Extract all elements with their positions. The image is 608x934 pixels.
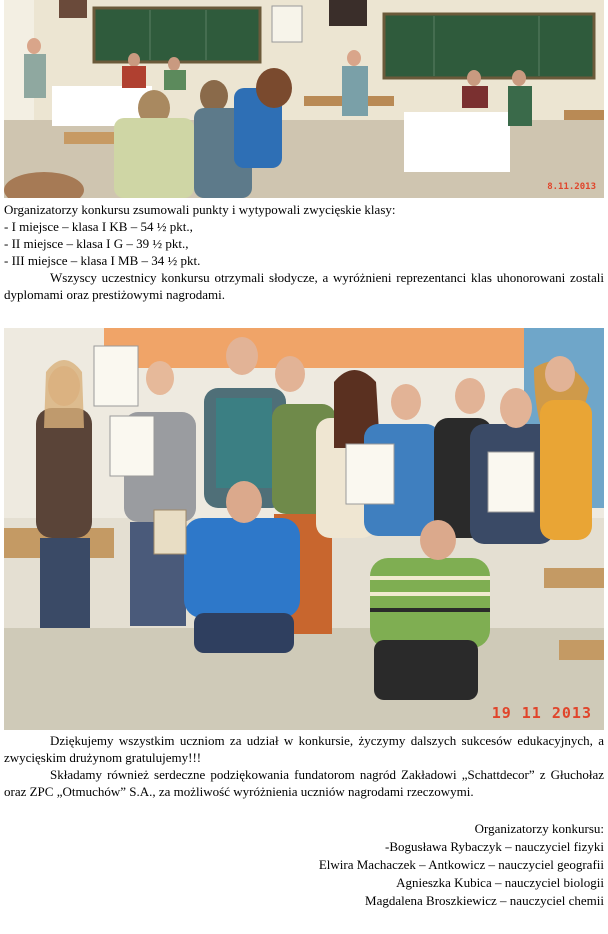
- first-place: - I miejsce – klasa I KB – 54 ½ pkt.,: [4, 219, 193, 234]
- organizers-heading: Organizatorzy konkursu:: [474, 821, 604, 836]
- results-intro: Organizatorzy konkursu zsumowali punkty i wytypowali zwycięskie klasy:: [4, 202, 396, 217]
- photo-date-stamp: 8.11.2013: [547, 182, 596, 192]
- thanks-students-paragraph: Dziękujemy wszystkim uczniom za udział w konkursie, życzymy dalszych sukcesów edukacyjnych, a zwycięskim drużynom gratulujemy!!!: [4, 733, 604, 765]
- organizer-chemistry: Magdalena Broszkiewicz – nauczyciel chemii: [365, 893, 604, 908]
- winners-group-photo-art: [4, 328, 604, 730]
- thanks-section: [4, 732, 604, 800]
- results-section: [4, 201, 604, 303]
- thanks-sponsors-paragraph: Składamy również serdeczne podziękowania fundatorom nagród Zakładowi „Schattdecor” z Głuchołaz oraz ZPC „Otmuchów” S.A., za możliwość wyróżnienia uczniów nagrodami rzeczowymi.: [4, 767, 604, 799]
- winners-group-photo: [4, 328, 604, 730]
- organizers-signature: [4, 820, 604, 910]
- third-place: - III miejsce – klasa I MB – 34 ½ pkt.: [4, 253, 201, 268]
- organizer-geography: Elwira Machaczek – Antkowicz – nauczyciel geografii: [318, 857, 604, 872]
- organizer-biology: Agnieszka Kubica – nauczyciel biologii: [396, 875, 604, 890]
- prizes-paragraph: Wszyscy uczestnicy konkursu otrzymali słodycze, a wyróżnieni reprezentanci klas uhonorowani zostali dyplomami oraz prestiżowymi nagrodami.: [4, 270, 604, 302]
- organizer-physics: -Bogusława Rybaczyk – nauczyciel fizyki: [385, 839, 604, 854]
- photo-date-stamp: 19 11 2013: [491, 704, 592, 722]
- classroom-photo: [4, 0, 604, 198]
- classroom-photo-art: [4, 0, 604, 198]
- second-place: - II miejsce – klasa I G – 39 ½ pkt.,: [4, 236, 189, 251]
